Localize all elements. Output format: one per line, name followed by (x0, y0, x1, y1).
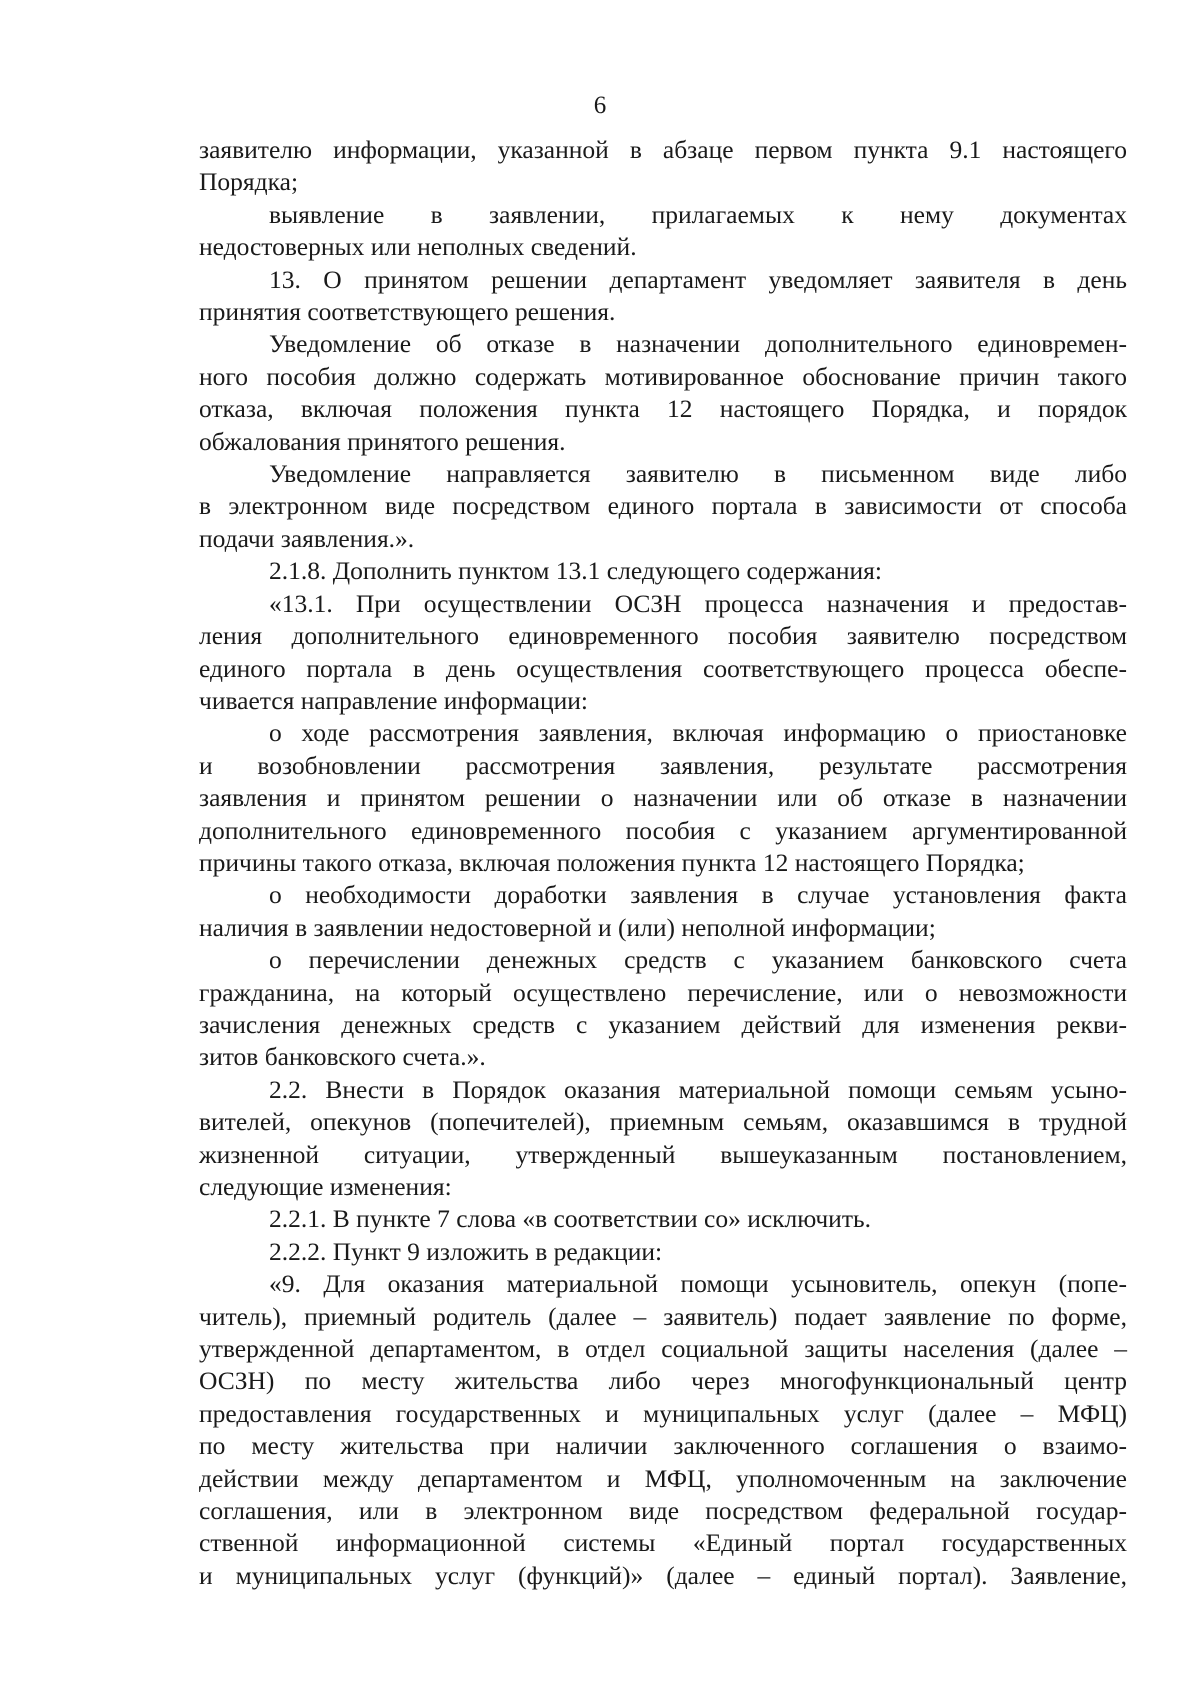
text-line: утвержденной департаментом, в отдел социальной защиты населения (далее – (199, 1334, 1127, 1364)
text-line: дополнительного единовременного пособия с указанием аргументированной (199, 815, 1127, 845)
text-line: и возобновлении рассмотрения заявления, результате рассмотрения (199, 750, 1127, 780)
text-line: Уведомление об отказе в назначении дополнительного единовремен- (269, 329, 1127, 359)
text-line: предоставления государственных и муниципальных услуг (далее – МФЦ) (199, 1398, 1127, 1428)
text-line: о перечислении денежных средств с указанием банковского счета (269, 945, 1127, 975)
text-line: выявление в заявлении, прилагаемых к нему документах (269, 199, 1127, 229)
text-line: причины такого отказа, включая положения пункта 12 настоящего Порядка; (199, 847, 1025, 877)
text-line: «9. Для оказания материальной помощи усыновитель, опекун (попе- (269, 1269, 1127, 1299)
text-line: 2.2. Внести в Порядок оказания материальной помощи семьям усыно- (269, 1074, 1127, 1104)
text-line: гражданина, на который осуществлено перечисление, или о невозможности (199, 977, 1127, 1007)
text-line: ного пособия должно содержать мотивированное обоснование причин такого (199, 361, 1127, 391)
text-line: ственной информационной системы «Единый портал государственных (199, 1528, 1127, 1558)
text-line: зитов банковского счета.». (199, 1042, 486, 1072)
text-line: соглашения, или в электронном виде посредством федеральной государ- (199, 1496, 1127, 1526)
text-line: действии между департаментом и МФЦ, уполномоченным на заключение (199, 1463, 1127, 1493)
text-line: в электронном виде посредством единого портала в зависимости от способа (199, 491, 1127, 521)
text-line: недостоверных или неполных сведений. (199, 232, 637, 262)
text-line: Уведомление направляется заявителю в письменном виде либо (269, 459, 1127, 489)
text-line: читель), приемный родитель (далее – заявитель) подает заявление по форме, (199, 1301, 1127, 1331)
text-line: заявителю информации, указанной в абзаце первом пункта 9.1 настоящего (199, 135, 1127, 164)
text-line: ОСЗН) по месту жительства либо через многофункциональный центр (199, 1366, 1127, 1396)
text-line: Порядка; (199, 167, 299, 197)
text-line: вителей, опекунов (попечителей), приемным семьям, оказавшимся в трудной (199, 1107, 1127, 1137)
text-line: зачисления денежных средств с указанием действий для изменения рекви- (199, 1009, 1127, 1039)
text-line: 2.2.1. В пункте 7 слова «в соответствии со» исключить. (269, 1204, 871, 1234)
text-line: 2.2.2. Пункт 9 изложить в редакции: (269, 1236, 663, 1266)
text-line: ления дополнительного единовременного пособия заявителю посредством (199, 621, 1127, 651)
text-line: заявления и принятом решении о назначении или об отказе в назначении (199, 783, 1127, 813)
text-line: отказа, включая положения пункта 12 настоящего Порядка, и порядок (199, 394, 1127, 424)
text-line: 13. О принятом решении департамент уведомляет заявителя в день (269, 264, 1127, 294)
document-body (199, 134, 1127, 1592)
page-number: 6 (593, 92, 607, 119)
text-line: принятия соответствующего решения. (199, 297, 616, 327)
text-line: о ходе рассмотрения заявления, включая информацию о приостановке (269, 718, 1127, 748)
text-line: жизненной ситуации, утвержденный вышеуказанным постановлением, (199, 1139, 1127, 1169)
text-line: «13.1. При осуществлении ОСЗН процесса назначения и предостав- (269, 588, 1127, 618)
text-line: наличия в заявлении недостоверной и (или) неполной информации; (199, 912, 936, 942)
text-line: обжалования принятого решения. (199, 426, 566, 456)
text-line: следующие изменения: (199, 1172, 452, 1201)
text-line: о необходимости доработки заявления в случае установления факта (269, 880, 1127, 910)
text-line: 2.1.8. Дополнить пунктом 13.1 следующего содержания: (269, 556, 882, 586)
text-line: и муниципальных услуг (функций)» (далее – единый портал). Заявление, (199, 1560, 1127, 1590)
text-line: единого портала в день осуществления соответствующего процесса обеспе- (199, 653, 1127, 683)
text-line: чивается направление информации: (199, 685, 588, 715)
text-line: по месту жительства при наличии заключенного соглашения о взаимо- (199, 1431, 1127, 1461)
text-line: подачи заявления.». (199, 523, 415, 553)
